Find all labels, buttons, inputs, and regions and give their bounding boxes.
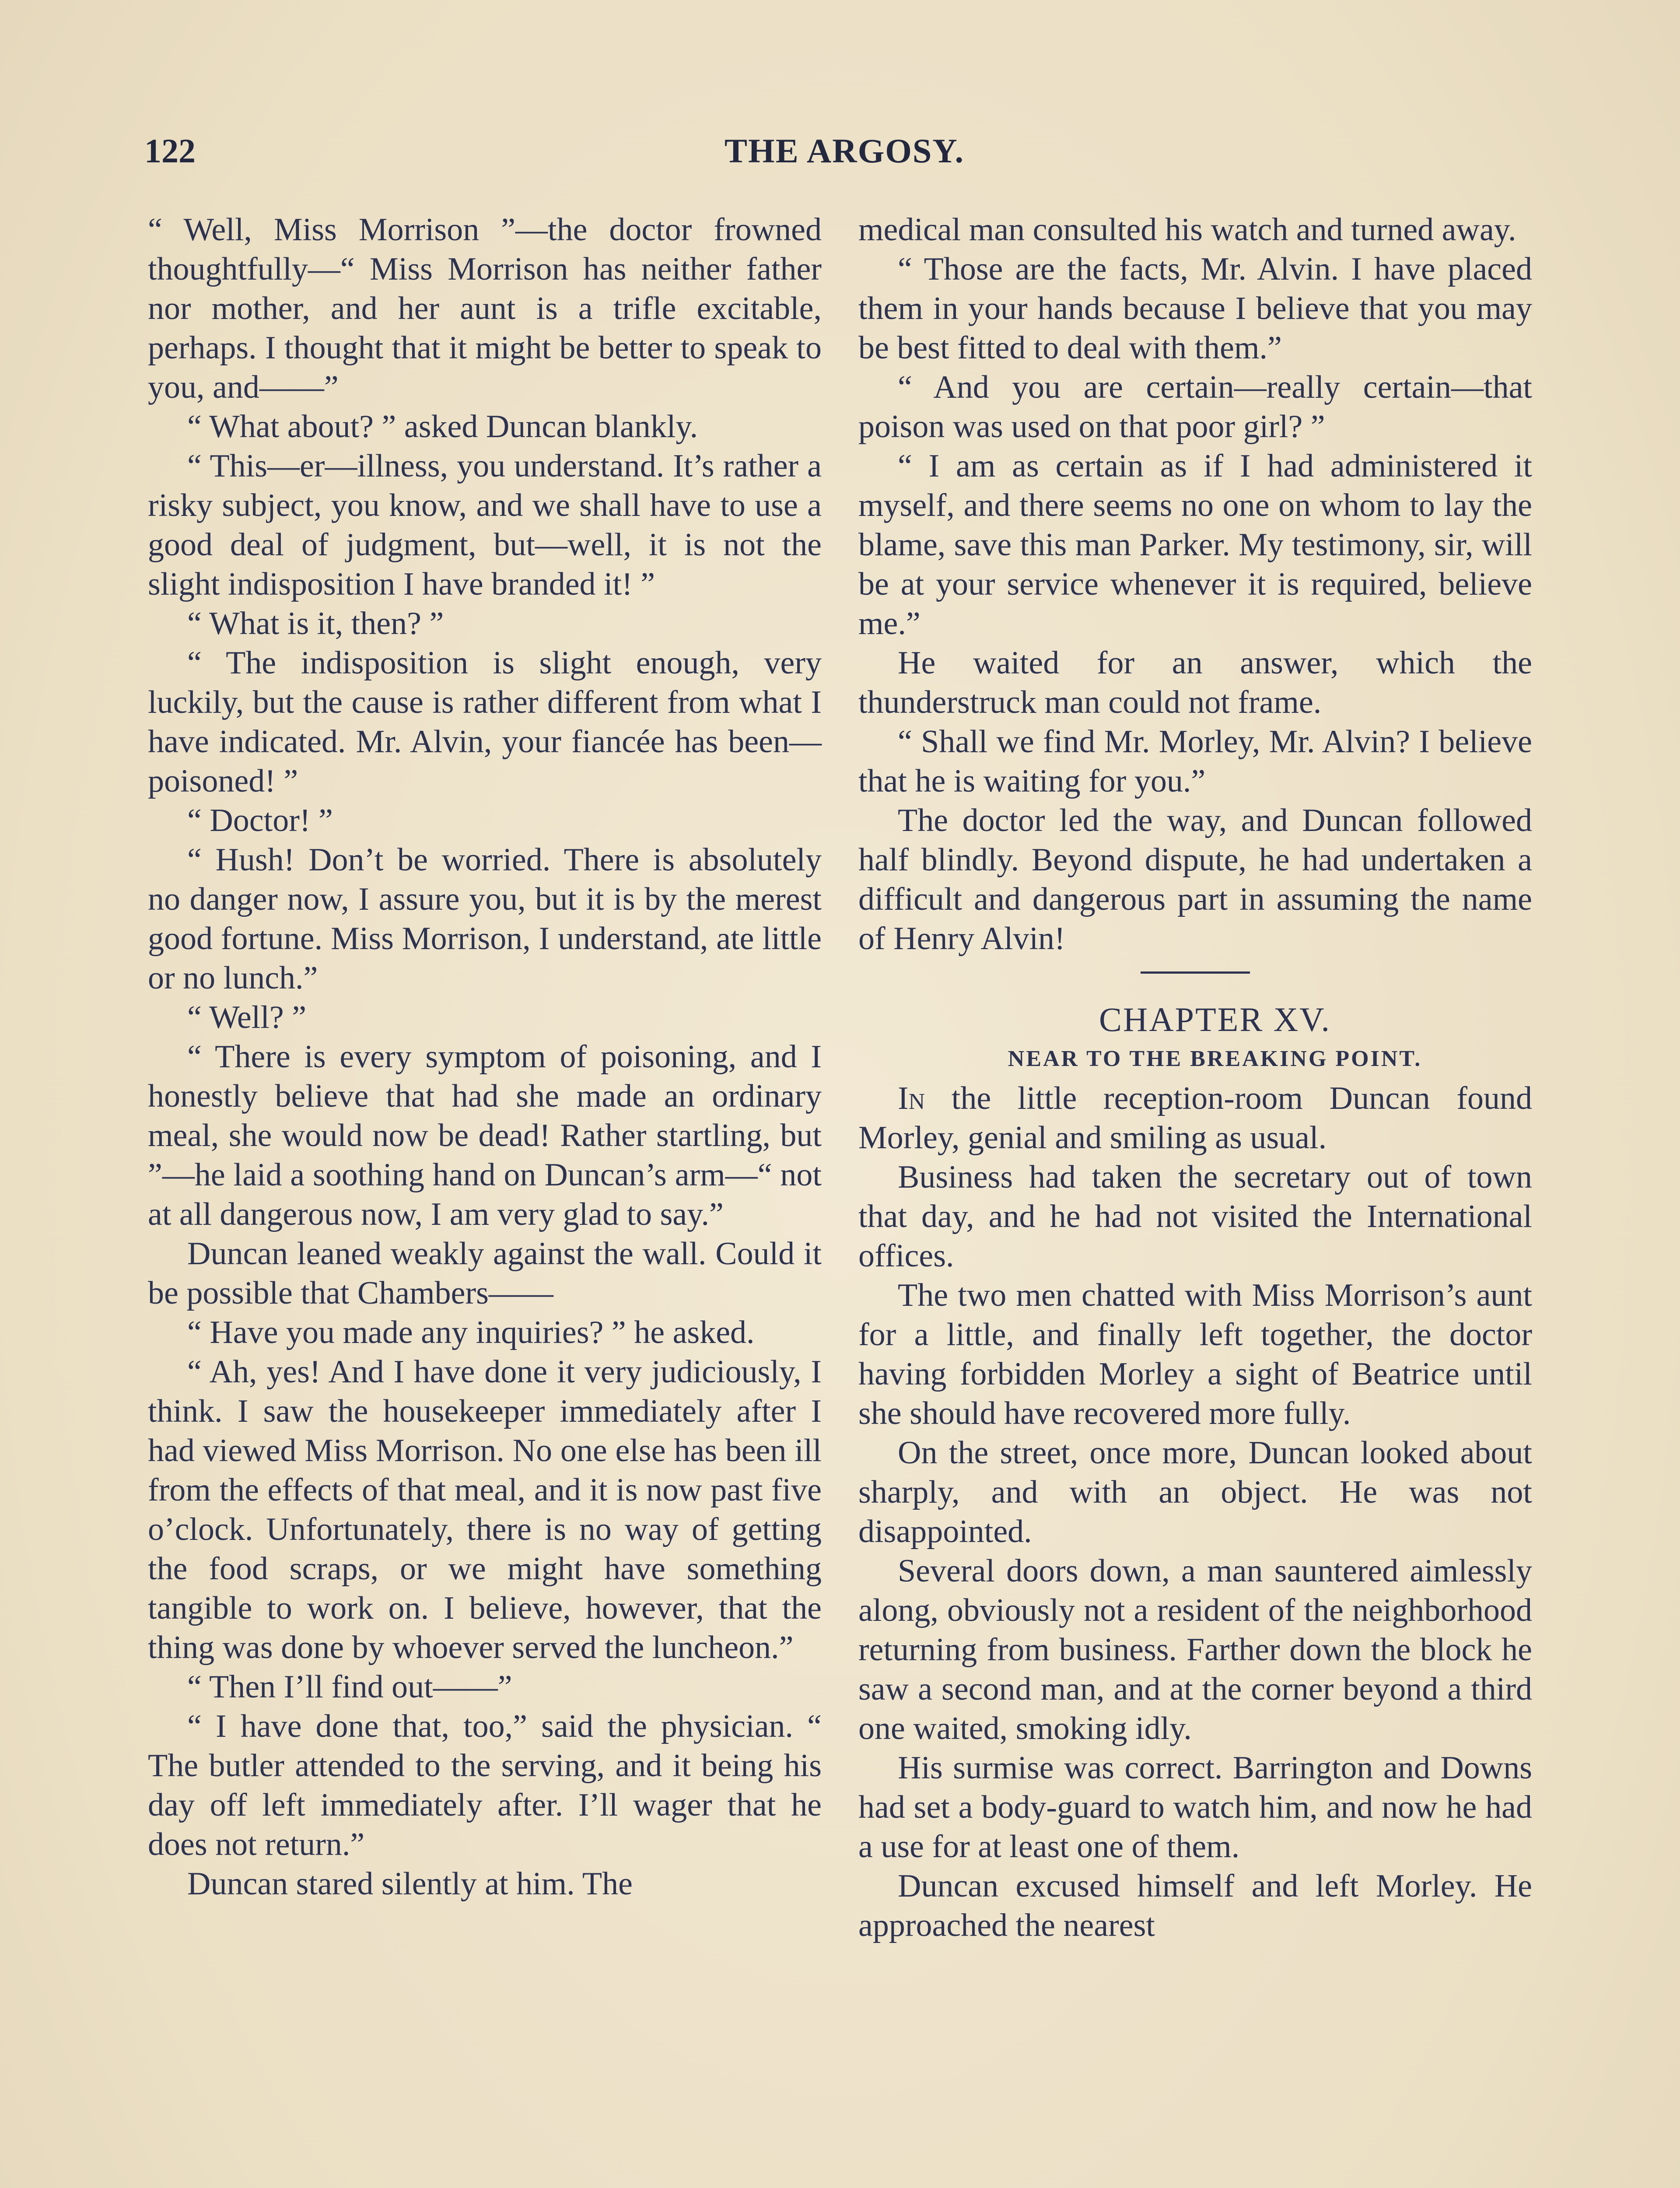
paragraph: The doctor led the way, and Duncan followed half blindly. Beyond dispute, he had undertaken a difficult and dangerous part in assuming the name of Henry Alvin!: [858, 803, 1532, 957]
right-column: [858, 210, 1532, 1945]
chapter-title: CHAPTER XV.: [1099, 1000, 1331, 1038]
paragraph: Duncan excused himself and left Morley. He approached the nearest: [858, 1868, 1532, 1943]
paragraph: “ Ah, yes! And I have done it very judiciously, I think. I saw the housekeeper immediately after I had viewed Miss Morrison. No one else has been ill from the effects of that meal, and it is now past five o’clock. Unfortunately, there is no way of getting the food scraps, or we might have something tangible to work on. I believe, however, that the thing was done by whoever served the luncheon.”: [148, 1354, 822, 1666]
paragraph: “ And you are certain—really certain—that poison was used on that poor girl? ”: [858, 369, 1532, 445]
paragraph: His surmise was correct. Barrington and Downs had set a body-guard to watch him, and now he had a use for at least one of them.: [858, 1750, 1532, 1865]
paragraph: He waited for an answer, which the thunderstruck man could not frame.: [858, 645, 1532, 720]
paragraph: “ This—er—illness, you understand. It’s rather a risky subject, you know, and we shall have to use a good deal of judgment, but—well, it is not the slight indisposition I have branded it! ”: [148, 448, 822, 602]
paragraph: medical man consulted his watch and turned away.: [858, 212, 1516, 248]
paragraph: “ Well? ”: [187, 999, 307, 1035]
opening-text: the little reception-room Duncan found Morley, genial and smiling as usual.: [858, 1080, 1532, 1156]
paragraph: “ What is it, then? ”: [187, 606, 444, 642]
paragraph: “ Doctor! ”: [187, 803, 333, 838]
page-number: 122: [144, 132, 196, 170]
paragraph: “ What about? ” asked Duncan blankly.: [187, 409, 698, 445]
chapter-opening-paragraph: [858, 1079, 1532, 1157]
paragraph: Duncan stared silently at him. The: [187, 1866, 633, 1902]
paragraph: Business had taken the secretary out of town that day, and he had not visited the International offices.: [858, 1159, 1532, 1274]
paragraph: “ Shall we find Mr. Morley, Mr. Alvin? I believe that he is waiting for you.”: [858, 724, 1532, 799]
paragraph: “ The indisposition is slight enough, very luckily, but the cause is rather different from what I have indicated. Mr. Alvin, your fiancée has been—poisoned! ”: [148, 645, 822, 799]
paragraph: “ I have done that, too,” said the physician. “ The butler attended to the serving, and it being his day off left immediately after. I’ll wager that he does not return.”: [148, 1708, 822, 1862]
chapter-subtitle: NEAR TO THE BREAKING POINT.: [1008, 1046, 1422, 1071]
paragraph: “ Have you made any inquiries? ” he asked.: [187, 1315, 755, 1350]
paragraph: On the street, once more, Duncan looked about sharply, and with an object. He was not disappointed.: [858, 1435, 1532, 1550]
paragraph: “ Then I’ll find out——”: [187, 1669, 512, 1705]
paragraph: “ Well, Miss Morrison ”—the doctor frowned thoughtfully—“ Miss Morrison has neither father nor mother, and her aunt is a trifle excitable, perhaps. I thought that it might be better to speak to you, and——”: [148, 212, 822, 405]
paragraph: “ There is every symptom of poisoning, and I honestly believe that had she made an ordinary meal, she would now be dead! Rather startling, but ”—he laid a soothing hand on Duncan’s arm—“ not at all dangerous now, I am very glad to say.”: [148, 1039, 822, 1232]
paragraph: “ Those are the facts, Mr. Alvin. I have placed them in your hands because I believe that you may be best fitted to deal with them.”: [858, 251, 1532, 366]
opening-word: In: [898, 1080, 925, 1116]
paragraph: Duncan leaned weakly against the wall. Could it be possible that Chambers——: [148, 1236, 822, 1311]
paragraph: Several doors down, a man sauntered aimlessly along, obviously not a resident of the neighborhood returning from business. Farther down the block he saw a second man, and at the corner beyond a third one waited, smoking idly.: [858, 1553, 1532, 1746]
paragraph: “ Hush! Don’t be worried. There is absolutely no danger now, I assure you, but it is by the merest good fortune. Miss Morrison, I understand, ate little or no lunch.”: [148, 842, 822, 996]
section-divider: [1141, 971, 1250, 974]
left-column: [148, 210, 822, 1904]
paragraph: The two men chatted with Miss Morrison’s aunt for a little, and finally left together, the doctor having forbidden Morley a sight of Beatrice until she should have recovered more fully.: [858, 1277, 1532, 1431]
paragraph: “ I am as certain as if I had administered it myself, and there seems no one on whom to lay the blame, save this man Parker. My testimony, sir, will be at your service whenever it is required, believe me.”: [858, 448, 1532, 642]
running-title: THE ARGOSY.: [724, 132, 964, 170]
page-header: [144, 131, 1544, 184]
